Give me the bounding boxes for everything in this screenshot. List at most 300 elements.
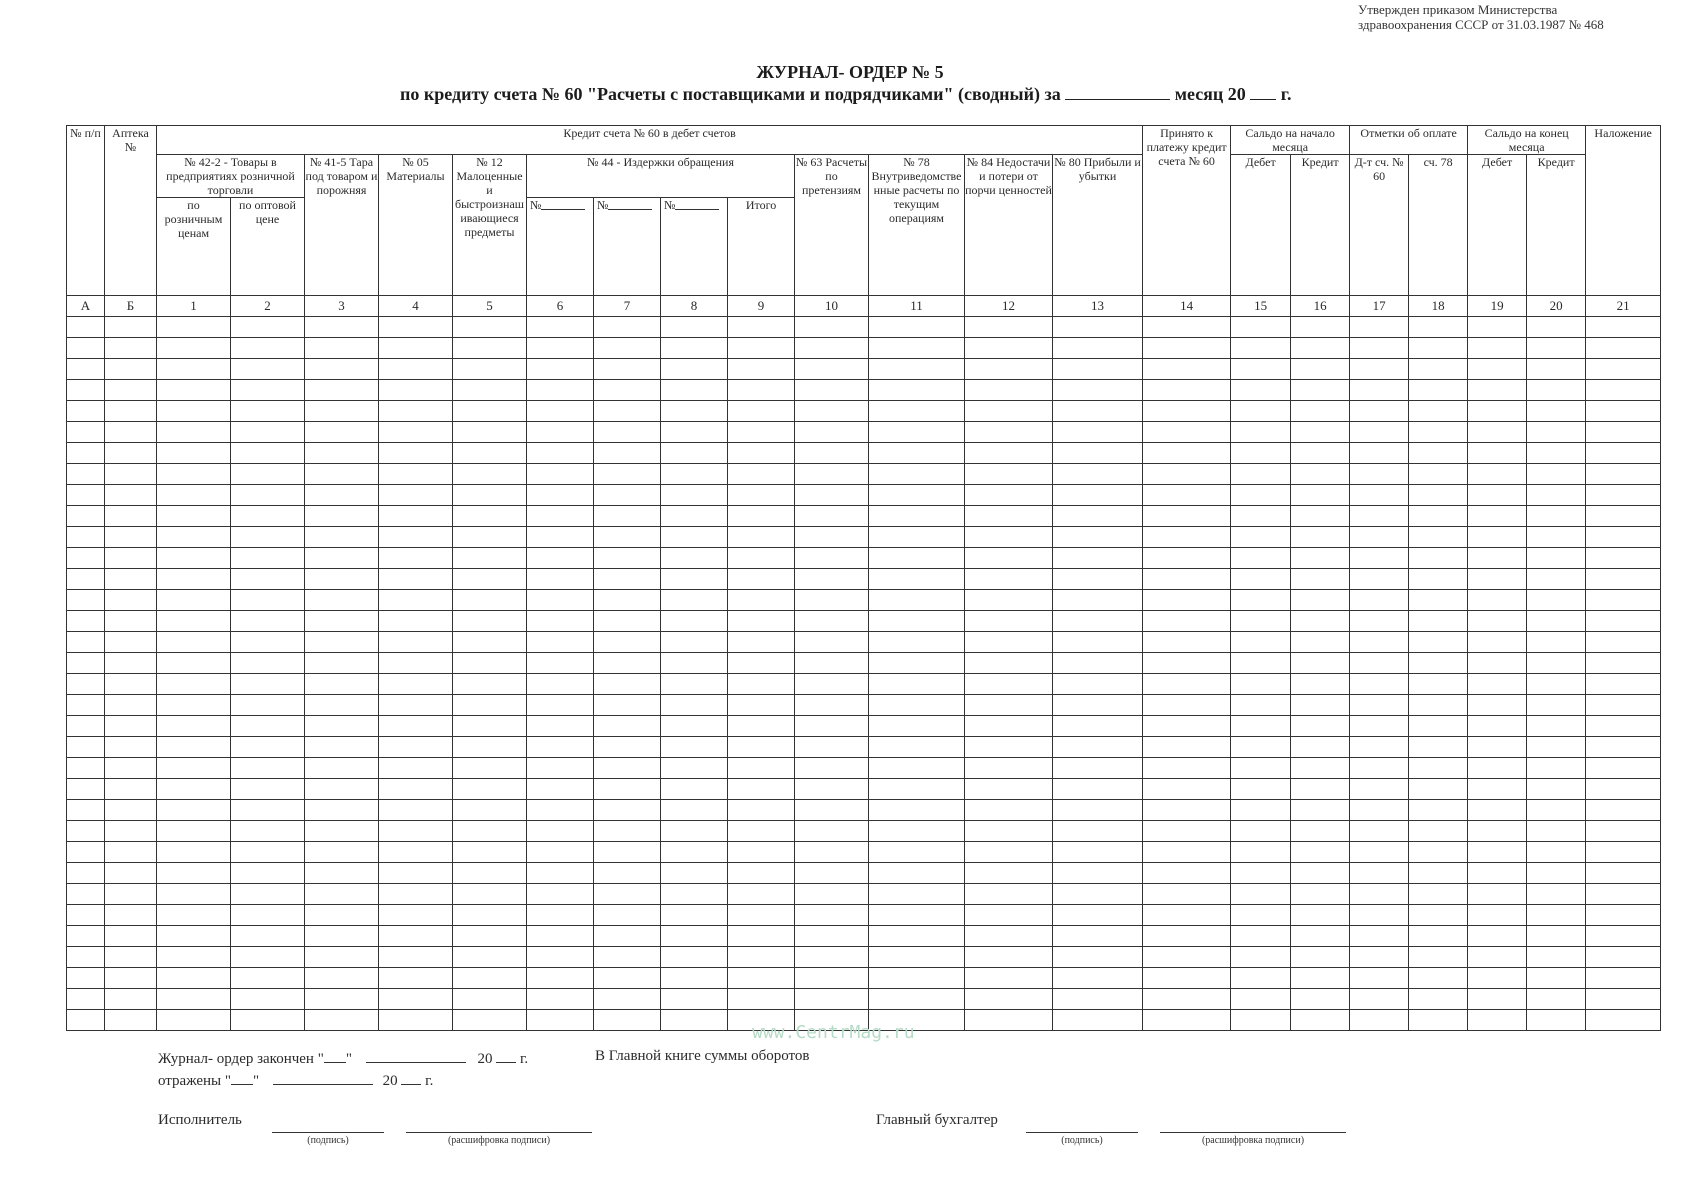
- table-cell[interactable]: [594, 464, 661, 485]
- table-cell[interactable]: [1291, 422, 1350, 443]
- table-cell[interactable]: [1231, 758, 1291, 779]
- table-cell[interactable]: [231, 716, 305, 737]
- table-cell[interactable]: [67, 569, 105, 590]
- table-cell[interactable]: [728, 947, 795, 968]
- table-cell[interactable]: [1350, 968, 1409, 989]
- table-cell[interactable]: [379, 821, 453, 842]
- table-cell[interactable]: [1527, 443, 1586, 464]
- table-cell[interactable]: [728, 317, 795, 338]
- table-cell[interactable]: [1409, 884, 1468, 905]
- table-cell[interactable]: [1468, 737, 1527, 758]
- table-cell[interactable]: [1468, 800, 1527, 821]
- table-cell[interactable]: [157, 464, 231, 485]
- table-cell[interactable]: [105, 569, 157, 590]
- table-cell[interactable]: [1350, 1010, 1409, 1031]
- table-cell[interactable]: [1527, 590, 1586, 611]
- chief-signature-line[interactable]: (подпись): [1026, 1132, 1138, 1146]
- table-cell[interactable]: [1586, 527, 1661, 548]
- table-cell[interactable]: [1409, 338, 1468, 359]
- table-cell[interactable]: [67, 548, 105, 569]
- table-cell[interactable]: [594, 905, 661, 926]
- table-cell[interactable]: [661, 338, 728, 359]
- table-cell[interactable]: [594, 422, 661, 443]
- table-cell[interactable]: [965, 968, 1053, 989]
- table-cell[interactable]: [1527, 611, 1586, 632]
- table-cell[interactable]: [1586, 674, 1661, 695]
- table-cell[interactable]: [1053, 506, 1143, 527]
- table-cell[interactable]: [527, 590, 594, 611]
- table-cell[interactable]: [157, 821, 231, 842]
- table-cell[interactable]: [157, 611, 231, 632]
- table-cell[interactable]: [157, 527, 231, 548]
- table-cell[interactable]: [795, 485, 869, 506]
- table-cell[interactable]: [379, 779, 453, 800]
- table-cell[interactable]: [661, 821, 728, 842]
- table-cell[interactable]: [1527, 863, 1586, 884]
- table-cell[interactable]: [661, 779, 728, 800]
- table-cell[interactable]: [453, 779, 527, 800]
- table-cell[interactable]: [1468, 1010, 1527, 1031]
- table-cell[interactable]: [965, 842, 1053, 863]
- table-cell[interactable]: [1143, 905, 1231, 926]
- table-cell[interactable]: [1468, 926, 1527, 947]
- table-cell[interactable]: [157, 632, 231, 653]
- table-cell[interactable]: [1143, 842, 1231, 863]
- table-cell[interactable]: [231, 422, 305, 443]
- table-cell[interactable]: [305, 716, 379, 737]
- table-cell[interactable]: [1143, 422, 1231, 443]
- table-cell[interactable]: [67, 674, 105, 695]
- table-cell[interactable]: [305, 632, 379, 653]
- table-cell[interactable]: [1586, 569, 1661, 590]
- table-cell[interactable]: [231, 779, 305, 800]
- table-cell[interactable]: [1291, 548, 1350, 569]
- table-cell[interactable]: [527, 1010, 594, 1031]
- table-cell[interactable]: [67, 1010, 105, 1031]
- table-cell[interactable]: [965, 317, 1053, 338]
- table-cell[interactable]: [1468, 464, 1527, 485]
- table-cell[interactable]: [1143, 443, 1231, 464]
- table-cell[interactable]: [1053, 380, 1143, 401]
- table-cell[interactable]: [1291, 716, 1350, 737]
- table-cell[interactable]: [594, 380, 661, 401]
- table-cell[interactable]: [1291, 1010, 1350, 1031]
- table-cell[interactable]: [305, 842, 379, 863]
- table-cell[interactable]: [1143, 569, 1231, 590]
- table-cell[interactable]: [594, 863, 661, 884]
- table-cell[interactable]: [379, 674, 453, 695]
- table-cell[interactable]: [594, 506, 661, 527]
- table-cell[interactable]: [305, 485, 379, 506]
- table-cell[interactable]: [157, 842, 231, 863]
- table-cell[interactable]: [231, 632, 305, 653]
- table-cell[interactable]: [1291, 653, 1350, 674]
- table-cell[interactable]: [1053, 968, 1143, 989]
- table-cell[interactable]: [728, 569, 795, 590]
- table-cell[interactable]: [1350, 800, 1409, 821]
- table-cell[interactable]: [379, 1010, 453, 1031]
- table-cell[interactable]: [728, 443, 795, 464]
- table-cell[interactable]: [67, 821, 105, 842]
- table-cell[interactable]: [231, 674, 305, 695]
- table-cell[interactable]: [1586, 611, 1661, 632]
- table-cell[interactable]: [67, 905, 105, 926]
- table-cell[interactable]: [965, 905, 1053, 926]
- table-cell[interactable]: [1143, 968, 1231, 989]
- table-cell[interactable]: [1586, 905, 1661, 926]
- table-cell[interactable]: [1053, 548, 1143, 569]
- table-cell[interactable]: [527, 800, 594, 821]
- table-cell[interactable]: [728, 653, 795, 674]
- table-cell[interactable]: [661, 695, 728, 716]
- table-cell[interactable]: [1350, 695, 1409, 716]
- table-cell[interactable]: [1468, 653, 1527, 674]
- table-cell[interactable]: [67, 758, 105, 779]
- table-cell[interactable]: [1053, 632, 1143, 653]
- table-cell[interactable]: [728, 884, 795, 905]
- table-cell[interactable]: [1053, 401, 1143, 422]
- table-cell[interactable]: [1409, 947, 1468, 968]
- table-cell[interactable]: [1409, 422, 1468, 443]
- table-cell[interactable]: [379, 863, 453, 884]
- table-cell[interactable]: [67, 401, 105, 422]
- table-cell[interactable]: [594, 674, 661, 695]
- table-cell[interactable]: [795, 548, 869, 569]
- table-cell[interactable]: [1350, 569, 1409, 590]
- table-cell[interactable]: [594, 338, 661, 359]
- table-cell[interactable]: [594, 737, 661, 758]
- table-cell[interactable]: [231, 548, 305, 569]
- table-cell[interactable]: [67, 611, 105, 632]
- table-cell[interactable]: [1350, 821, 1409, 842]
- table-cell[interactable]: [661, 548, 728, 569]
- table-cell[interactable]: [1053, 338, 1143, 359]
- table-cell[interactable]: [594, 569, 661, 590]
- table-cell[interactable]: [157, 569, 231, 590]
- table-cell[interactable]: [231, 338, 305, 359]
- table-cell[interactable]: [67, 989, 105, 1010]
- table-cell[interactable]: [1291, 611, 1350, 632]
- table-cell[interactable]: [661, 926, 728, 947]
- table-cell[interactable]: [157, 506, 231, 527]
- table-cell[interactable]: [1586, 737, 1661, 758]
- table-cell[interactable]: [728, 632, 795, 653]
- table-cell[interactable]: [1231, 947, 1291, 968]
- table-cell[interactable]: [527, 779, 594, 800]
- table-cell[interactable]: [1291, 443, 1350, 464]
- table-cell[interactable]: [379, 905, 453, 926]
- table-cell[interactable]: [1053, 842, 1143, 863]
- table-cell[interactable]: [1231, 737, 1291, 758]
- table-cell[interactable]: [231, 317, 305, 338]
- table-cell[interactable]: [594, 590, 661, 611]
- table-cell[interactable]: [453, 716, 527, 737]
- table-cell[interactable]: [1291, 989, 1350, 1010]
- table-cell[interactable]: [1350, 611, 1409, 632]
- table-cell[interactable]: [1350, 737, 1409, 758]
- table-cell[interactable]: [1527, 905, 1586, 926]
- table-cell[interactable]: [869, 317, 965, 338]
- table-cell[interactable]: [67, 863, 105, 884]
- table-cell[interactable]: [728, 926, 795, 947]
- table-cell[interactable]: [1350, 317, 1409, 338]
- table-cell[interactable]: [1527, 338, 1586, 359]
- table-cell[interactable]: [1143, 359, 1231, 380]
- table-cell[interactable]: [157, 653, 231, 674]
- table-cell[interactable]: [965, 1010, 1053, 1031]
- table-cell[interactable]: [795, 695, 869, 716]
- table-cell[interactable]: [231, 401, 305, 422]
- table-cell[interactable]: [305, 695, 379, 716]
- table-cell[interactable]: [157, 695, 231, 716]
- table-cell[interactable]: [527, 821, 594, 842]
- table-cell[interactable]: [869, 758, 965, 779]
- table-cell[interactable]: [728, 380, 795, 401]
- table-cell[interactable]: [231, 989, 305, 1010]
- table-cell[interactable]: [1053, 716, 1143, 737]
- table-cell[interactable]: [1409, 401, 1468, 422]
- table-cell[interactable]: [1053, 863, 1143, 884]
- table-cell[interactable]: [661, 380, 728, 401]
- table-cell[interactable]: [305, 989, 379, 1010]
- table-cell[interactable]: [1053, 653, 1143, 674]
- table-cell[interactable]: [527, 884, 594, 905]
- table-cell[interactable]: [527, 569, 594, 590]
- table-cell[interactable]: [105, 359, 157, 380]
- table-cell[interactable]: [1468, 695, 1527, 716]
- table-cell[interactable]: [1350, 926, 1409, 947]
- table-cell[interactable]: [1350, 485, 1409, 506]
- table-cell[interactable]: [379, 611, 453, 632]
- table-cell[interactable]: [231, 905, 305, 926]
- table-cell[interactable]: [728, 989, 795, 1010]
- table-cell[interactable]: [453, 443, 527, 464]
- table-cell[interactable]: [1468, 821, 1527, 842]
- table-cell[interactable]: [1409, 548, 1468, 569]
- table-cell[interactable]: [453, 611, 527, 632]
- table-cell[interactable]: [661, 611, 728, 632]
- table-cell[interactable]: [1231, 989, 1291, 1010]
- table-cell[interactable]: [1291, 338, 1350, 359]
- table-cell[interactable]: [157, 590, 231, 611]
- table-cell[interactable]: [1586, 989, 1661, 1010]
- table-cell[interactable]: [67, 716, 105, 737]
- table-cell[interactable]: [728, 401, 795, 422]
- table-cell[interactable]: [594, 401, 661, 422]
- table-cell[interactable]: [157, 359, 231, 380]
- table-cell[interactable]: [379, 569, 453, 590]
- table-cell[interactable]: [1053, 317, 1143, 338]
- table-cell[interactable]: [231, 863, 305, 884]
- table-cell[interactable]: [795, 800, 869, 821]
- table-cell[interactable]: [869, 968, 965, 989]
- table-cell[interactable]: [728, 842, 795, 863]
- table-cell[interactable]: [1143, 485, 1231, 506]
- table-cell[interactable]: [527, 737, 594, 758]
- table-cell[interactable]: [869, 338, 965, 359]
- table-cell[interactable]: [1527, 737, 1586, 758]
- table-cell[interactable]: [965, 758, 1053, 779]
- table-cell[interactable]: [1468, 506, 1527, 527]
- table-cell[interactable]: [795, 821, 869, 842]
- table-cell[interactable]: [305, 758, 379, 779]
- table-cell[interactable]: [965, 590, 1053, 611]
- table-cell[interactable]: [965, 359, 1053, 380]
- table-cell[interactable]: [527, 716, 594, 737]
- table-cell[interactable]: [728, 821, 795, 842]
- table-cell[interactable]: [1231, 611, 1291, 632]
- table-cell[interactable]: [1586, 632, 1661, 653]
- table-cell[interactable]: [1468, 443, 1527, 464]
- table-cell[interactable]: [305, 569, 379, 590]
- table-cell[interactable]: [453, 926, 527, 947]
- table-cell[interactable]: [105, 338, 157, 359]
- table-cell[interactable]: [594, 632, 661, 653]
- table-cell[interactable]: [869, 779, 965, 800]
- table-cell[interactable]: [1350, 338, 1409, 359]
- table-cell[interactable]: [869, 989, 965, 1010]
- table-cell[interactable]: [105, 926, 157, 947]
- table-cell[interactable]: [527, 317, 594, 338]
- table-cell[interactable]: [1291, 506, 1350, 527]
- table-cell[interactable]: [1527, 947, 1586, 968]
- table-cell[interactable]: [453, 863, 527, 884]
- table-cell[interactable]: [661, 863, 728, 884]
- table-cell[interactable]: [105, 842, 157, 863]
- table-cell[interactable]: [1409, 842, 1468, 863]
- table-cell[interactable]: [661, 947, 728, 968]
- table-cell[interactable]: [527, 422, 594, 443]
- table-cell[interactable]: [1231, 653, 1291, 674]
- table-cell[interactable]: [965, 632, 1053, 653]
- table-cell[interactable]: [1468, 569, 1527, 590]
- table-cell[interactable]: [379, 947, 453, 968]
- table-cell[interactable]: [1350, 632, 1409, 653]
- table-cell[interactable]: [661, 800, 728, 821]
- executor-signature-line[interactable]: (подпись): [272, 1132, 384, 1146]
- table-cell[interactable]: [379, 800, 453, 821]
- completed-day-field[interactable]: [324, 1048, 346, 1063]
- table-cell[interactable]: [795, 926, 869, 947]
- table-cell[interactable]: [379, 506, 453, 527]
- table-cell[interactable]: [1527, 968, 1586, 989]
- table-cell[interactable]: [1053, 527, 1143, 548]
- table-cell[interactable]: [157, 548, 231, 569]
- table-cell[interactable]: [965, 401, 1053, 422]
- table-cell[interactable]: [795, 758, 869, 779]
- table-cell[interactable]: [1143, 800, 1231, 821]
- table-cell[interactable]: [231, 569, 305, 590]
- table-cell[interactable]: [527, 947, 594, 968]
- table-cell[interactable]: [157, 989, 231, 1010]
- table-cell[interactable]: [1409, 380, 1468, 401]
- table-cell[interactable]: [231, 947, 305, 968]
- table-cell[interactable]: [1527, 695, 1586, 716]
- table-cell[interactable]: [453, 800, 527, 821]
- table-cell[interactable]: [105, 443, 157, 464]
- table-cell[interactable]: [1468, 548, 1527, 569]
- table-cell[interactable]: [594, 485, 661, 506]
- table-cell[interactable]: [527, 989, 594, 1010]
- table-cell[interactable]: [231, 821, 305, 842]
- table-cell[interactable]: [661, 1010, 728, 1031]
- table-cell[interactable]: [105, 947, 157, 968]
- table-cell[interactable]: [379, 695, 453, 716]
- table-cell[interactable]: [1350, 884, 1409, 905]
- table-cell[interactable]: [1527, 842, 1586, 863]
- table-cell[interactable]: [1291, 401, 1350, 422]
- table-cell[interactable]: [1468, 947, 1527, 968]
- table-cell[interactable]: [305, 968, 379, 989]
- table-cell[interactable]: [67, 926, 105, 947]
- table-cell[interactable]: [1409, 632, 1468, 653]
- table-cell[interactable]: [157, 674, 231, 695]
- table-cell[interactable]: [795, 443, 869, 464]
- table-cell[interactable]: [1409, 758, 1468, 779]
- table-cell[interactable]: [795, 569, 869, 590]
- table-cell[interactable]: [869, 716, 965, 737]
- table-cell[interactable]: [1350, 758, 1409, 779]
- table-cell[interactable]: [305, 611, 379, 632]
- table-cell[interactable]: [1291, 800, 1350, 821]
- table-cell[interactable]: [1409, 695, 1468, 716]
- table-cell[interactable]: [869, 926, 965, 947]
- year-blank[interactable]: [1250, 99, 1276, 100]
- table-cell[interactable]: [1053, 905, 1143, 926]
- table-cell[interactable]: [105, 989, 157, 1010]
- table-cell[interactable]: [105, 527, 157, 548]
- table-cell[interactable]: [105, 485, 157, 506]
- table-cell[interactable]: [1350, 422, 1409, 443]
- table-cell[interactable]: [379, 338, 453, 359]
- table-cell[interactable]: [453, 422, 527, 443]
- table-cell[interactable]: [305, 821, 379, 842]
- table-cell[interactable]: [1231, 905, 1291, 926]
- table-cell[interactable]: [594, 758, 661, 779]
- table-cell[interactable]: [1231, 968, 1291, 989]
- table-cell[interactable]: [157, 422, 231, 443]
- table-cell[interactable]: [1231, 863, 1291, 884]
- table-cell[interactable]: [105, 821, 157, 842]
- table-cell[interactable]: [453, 506, 527, 527]
- table-cell[interactable]: [1586, 821, 1661, 842]
- table-cell[interactable]: [157, 947, 231, 968]
- table-cell[interactable]: [1409, 968, 1468, 989]
- table-cell[interactable]: [379, 485, 453, 506]
- table-cell[interactable]: [1231, 926, 1291, 947]
- table-cell[interactable]: [1527, 401, 1586, 422]
- table-cell[interactable]: [728, 338, 795, 359]
- table-cell[interactable]: [1053, 737, 1143, 758]
- table-cell[interactable]: [379, 884, 453, 905]
- table-cell[interactable]: [795, 947, 869, 968]
- table-cell[interactable]: [965, 653, 1053, 674]
- table-cell[interactable]: [1291, 926, 1350, 947]
- table-cell[interactable]: [1291, 884, 1350, 905]
- table-cell[interactable]: [1231, 485, 1291, 506]
- table-cell[interactable]: [728, 968, 795, 989]
- table-cell[interactable]: [105, 905, 157, 926]
- table-cell[interactable]: [965, 716, 1053, 737]
- table-cell[interactable]: [67, 947, 105, 968]
- table-cell[interactable]: [1231, 527, 1291, 548]
- table-cell[interactable]: [105, 1010, 157, 1031]
- table-cell[interactable]: [231, 359, 305, 380]
- table-cell[interactable]: [728, 737, 795, 758]
- table-cell[interactable]: [305, 422, 379, 443]
- table-cell[interactable]: [105, 611, 157, 632]
- table-cell[interactable]: [527, 695, 594, 716]
